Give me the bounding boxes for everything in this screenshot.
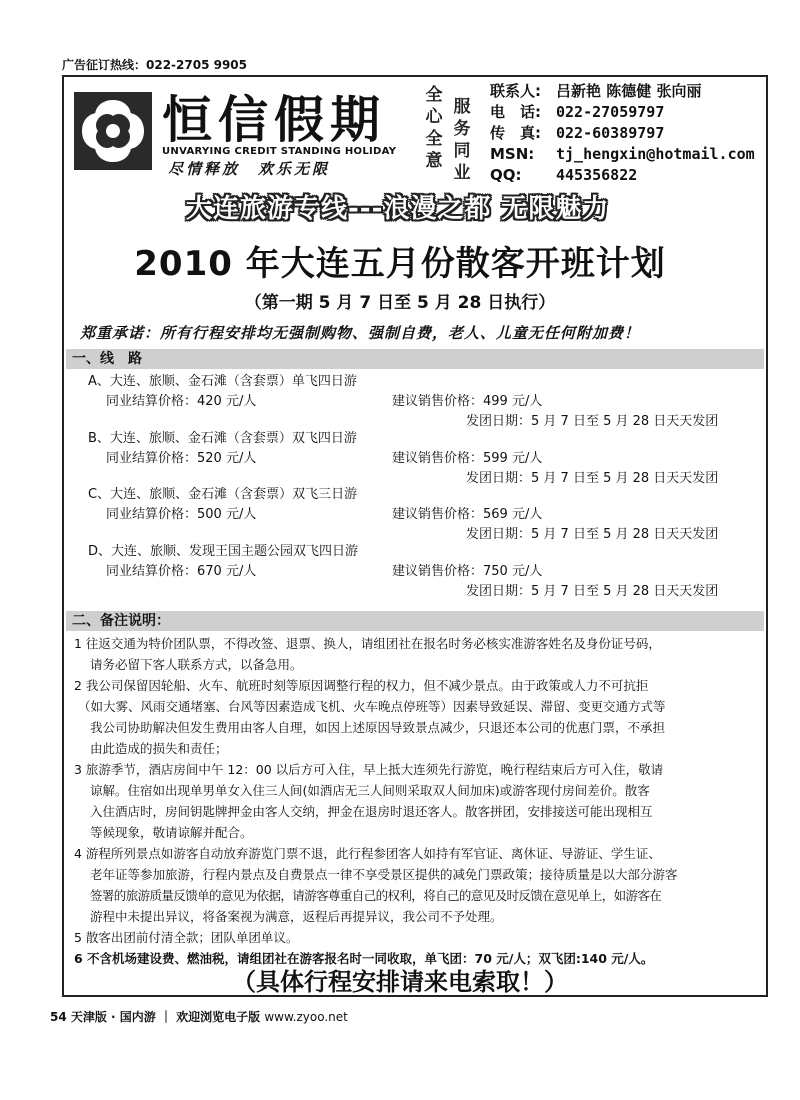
promise-statement: 郑重承诺：所有行程安排均无强制购物、强制自费，老人、儿童无任何附加费！: [80, 324, 641, 342]
contact-value: 445356822: [556, 166, 638, 184]
banner-slogan: 大连旅游专线---浪漫之都 无限魅力: [186, 194, 610, 224]
footer-text: 54 天津版 · 国内游 ｜ 欢迎浏览电子版: [50, 1010, 265, 1024]
note-line: 2 我公司保留因轮船、火车、航班时刻等原因调整行程的权力，但不减少景点。由于政策或人力不可抗拒: [74, 678, 649, 693]
note-line: 请务必留下客人联系方式，以备急用。: [90, 657, 303, 672]
vertical-motto-1: 全心全意: [425, 85, 443, 171]
note-line: 游程中未提出异议，将备案视为满意，返程后再提异议，我公司不予处理。: [90, 909, 503, 924]
contact-label: QQ:: [490, 166, 522, 184]
route-peer-price: 同业结算价格：500 元/人: [106, 507, 257, 522]
notes-list: [74, 633, 764, 969]
contact-label: 联系人:: [490, 82, 541, 100]
ad-hotline: 广告征订热线：022-2705 9905: [62, 58, 248, 72]
note-line: 签署的旅游质量反馈单的意见为依据，请游客尊重自己的权利，将自己的意见及时反馈在意见单上，如游客在: [90, 888, 662, 903]
contact-value: 吕新艳 陈德健 张向丽: [556, 82, 702, 100]
brand-english: UNVARYING CREDIT STANDING HOLIDAY: [162, 146, 397, 157]
route-name: C、大连、旅顺、金石滩（含套票）双飞三日游: [88, 487, 358, 502]
brand-name: 恒信假期: [162, 90, 386, 149]
brand-slogan: 尽情释放 欢乐无限: [168, 160, 331, 178]
note-line: 1 往返交通为特价团队票，不得改签、退票、换人，请组团社在报名时务必核实准游客姓名及身份证号码，: [74, 636, 661, 651]
section-heading-routes: 一、线 路: [66, 349, 764, 369]
note-line: （如大雾、风雨交通堵塞、台风等因素造成飞机、火车晚点停班等）因素导致延误、滞留、变更交通方式等: [78, 699, 666, 714]
note-line: 由此造成的损失和责任；: [90, 741, 228, 756]
note-line: 老年证等参加旅游，行程内景点及自费景点一律不享受景区提供的减免门票政策；接待质量是以大部分游客: [90, 867, 678, 882]
contact-row: [490, 165, 755, 186]
contact-row: [490, 123, 755, 144]
route-peer-price: 同业结算价格：670 元/人: [106, 564, 257, 579]
contact-label: MSN:: [490, 145, 535, 163]
route-name: B、大连、旅顺、金石滩（含套票）双飞四日游: [88, 431, 357, 446]
route-sale-price: 建议销售价格：499 元/人: [392, 394, 543, 409]
route-date: 发团日期：5 月 7 日至 5 月 28 日天天发团: [466, 471, 719, 486]
contact-label: 电 话:: [490, 103, 541, 121]
route-date: 发团日期：5 月 7 日至 5 月 28 日天天发团: [466, 584, 719, 599]
note-line: 4 游程所列景点如游客自动放弃游览门票不退，此行程参团客人如持有军官证、离休证、导游证、学生证、: [74, 846, 661, 861]
closing-statement: （具体行程安排请来电索取！）: [232, 968, 568, 996]
section-heading-notes: 二、备注说明：: [66, 611, 764, 631]
page-footer: [50, 1008, 348, 1025]
contact-block: [490, 81, 755, 186]
page-title: 2010 年大连五月份散客开班计划: [134, 244, 666, 284]
route-peer-price: 同业结算价格：520 元/人: [106, 451, 257, 466]
contact-value: 022-60389797: [556, 124, 665, 142]
note-line: 入住酒店时，房间钥匙牌押金由客人交纳，押金在退房时退还客人。散客拼团，安排接送可能出现相互: [90, 804, 653, 819]
contact-value: 022-27059797: [556, 103, 665, 121]
footer-website: www.zyoo.net: [264, 1010, 348, 1024]
contact-value: tj_hengxin@hotmail.com: [556, 145, 755, 163]
route-sale-price: 建议销售价格：750 元/人: [392, 564, 543, 579]
note-line: 5 散客出团前付清全款；团队单团单议。: [74, 930, 299, 945]
route-date: 发团日期：5 月 7 日至 5 月 28 日天天发团: [466, 414, 719, 429]
route-sale-price: 建议销售价格：569 元/人: [392, 507, 543, 522]
route-date: 发团日期：5 月 7 日至 5 月 28 日天天发团: [466, 527, 719, 542]
contact-row: [490, 81, 755, 102]
contact-row: [490, 102, 755, 123]
route-name: A、大连、旅顺、金石滩（含套票）单飞四日游: [88, 374, 357, 389]
contact-row: [490, 144, 755, 165]
note-line: 谅解。住宿如出现单男单女入住三人间(如酒店无三人间则采取双人间加床)或游客现付房间差价。散客: [90, 783, 650, 798]
route-name: D、大连、旅顺、发现王国主题公园双飞四日游: [88, 544, 359, 559]
route-sale-price: 建议销售价格：599 元/人: [392, 451, 543, 466]
note-line: 我公司协助解决但发生费用由客人自理，如因上述原因导致景点减少，只退还本公司的优惠门票，不承担: [90, 720, 666, 735]
contact-label: 传 真:: [490, 124, 541, 142]
route-peer-price: 同业结算价格：420 元/人: [106, 394, 257, 409]
note-line: 等候现象，敬请谅解并配合。: [90, 825, 253, 840]
vertical-motto-2: 服务同业: [453, 97, 471, 183]
company-logo-icon: [74, 92, 152, 170]
period-subtitle: （第一期 5 月 7 日至 5 月 28 日执行）: [244, 293, 556, 313]
note-line: 3 旅游季节，酒店房间中午 12：00 以后方可入住，早上抵大连须先行游览，晚行程结束后方可入住，敬请: [74, 762, 664, 777]
note-line: 6 不含机场建设费、燃油税，请组团社在游客报名时一同收取，单飞团：70 元/人；双飞团:140 元/人。: [74, 951, 654, 966]
